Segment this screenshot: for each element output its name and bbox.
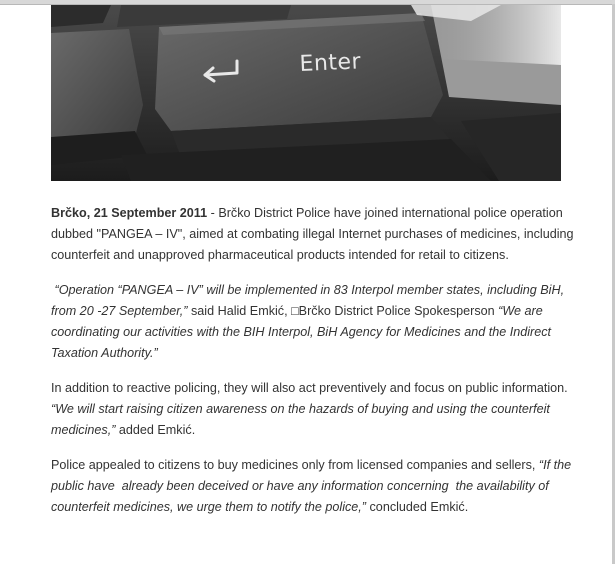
paragraph-3-end: added Emkić. [115, 423, 196, 437]
quote-4: “If the public have already been deceived or have any information concerning the availability of counterfeit medicines, we urge them to notify the police,” [51, 458, 575, 514]
quote-1: “Operation “PANGEA – IV” will be implemented in 83 Interpol member states, including BiH, from 20 -27 September,” [51, 283, 568, 318]
attribution: said Halid Emkić, □Brčko District Police Spokesperson [187, 304, 495, 318]
keyboard-image [51, 5, 561, 181]
article-body [51, 203, 581, 532]
enter-key-label: Enter [299, 49, 362, 77]
dateline: Brčko, 21 September 2011 [51, 206, 208, 220]
quote-2: “We are coordinating our activities with the BIH Interpol, BiH Agency for Medicines and the Indirect Taxation Authority.” [51, 304, 555, 360]
paragraph-4-text: Police appealed to citizens to buy medicines only from licensed companies and sellers, [51, 458, 536, 472]
keyboard-photo [51, 5, 561, 181]
paragraph-1 [51, 203, 581, 266]
paragraph-4-end: concluded Emkić. [366, 500, 469, 514]
paragraph-3 [51, 378, 581, 441]
paragraph-2 [51, 280, 581, 364]
quote-3: “We will start raising citizen awareness on the hazards of buying and using the counterfeit medicines,” [51, 381, 572, 437]
paragraph-4 [51, 455, 581, 518]
paragraph-1-text: - Brčko District Police have joined international police operation dubbed "PANGEA – IV", aimed at combating illegal Internet purchases of medicines, including counterfeit and unapproved pharmaceutical products intended for retail to citizens. [51, 206, 578, 262]
paragraph-3-text: In addition to reactive policing, they will also act preventively and focus on public information. [51, 381, 568, 395]
